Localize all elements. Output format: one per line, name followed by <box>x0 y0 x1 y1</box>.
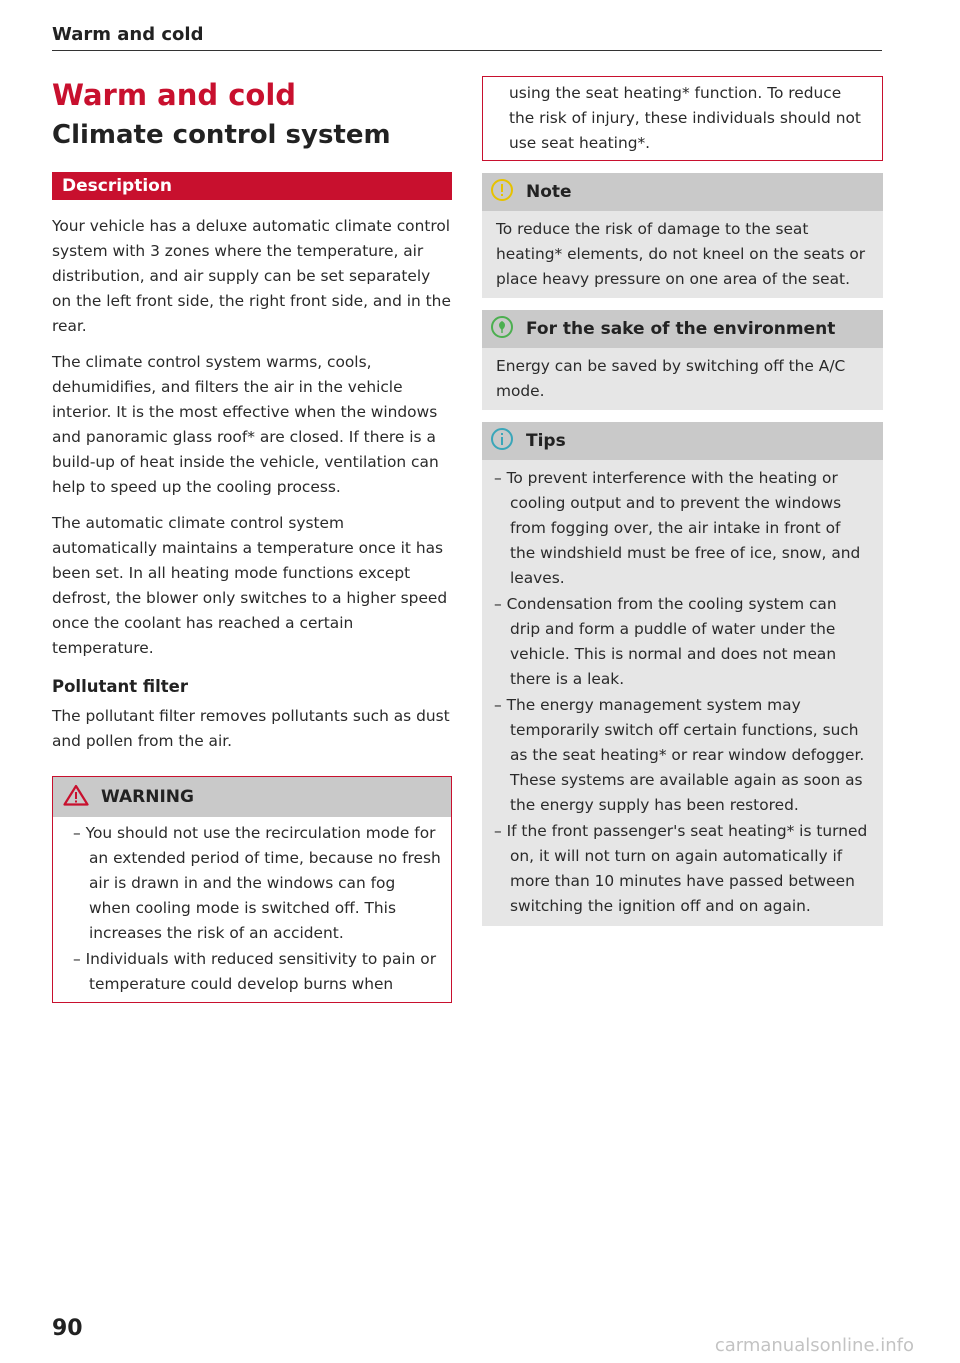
warning-header <box>53 777 451 817</box>
warning-triangle-icon <box>63 784 89 811</box>
tips-item: – To prevent interference with the heating or cooling output and to prevent the windows from fogging over, the air intake in front of the windshield must be free of ice, snow, and leaves. <box>494 469 861 587</box>
note-body <box>482 211 883 298</box>
paragraph-function: The climate control system warms, cools, dehumidifies, and filters the air in the vehicle interior. It is the most effective when the windows and panoramic glass roof* are closed. If there is a build-up of heat inside the vehicle, ventilation can help to speed up the cooling process. <box>52 353 439 496</box>
note-header <box>482 173 883 211</box>
page-number: 90 <box>52 1316 83 1341</box>
tips-item: – Condensation from the cooling system can drip and form a puddle of water under the vehicle. This is normal and does not mean there is a leak. <box>494 595 837 688</box>
right-column <box>482 76 883 926</box>
environment-leaf-icon <box>490 315 514 344</box>
exclamation-circle-icon <box>490 178 514 207</box>
left-column <box>52 72 452 1003</box>
note-box <box>482 173 883 298</box>
tips-label: Tips <box>526 431 566 451</box>
note-text: To reduce the risk of damage to the seat heating* elements, do not kneel on the seats or place heavy pressure on one area of the seat. <box>496 220 866 288</box>
environment-body <box>482 348 883 410</box>
warning-label: WARNING <box>101 787 194 807</box>
chapter-title: Warm and cold <box>52 78 297 112</box>
warning-body <box>53 817 451 1002</box>
tips-header <box>482 422 883 460</box>
tips-item: – If the front passenger's seat heating* is turned on, it will not turn on again automatically if more than 10 minutes have passed between switching the ignition off and on again. <box>494 822 868 915</box>
environment-label: For the sake of the environment <box>526 319 836 339</box>
watermark: carmanualsonline.info <box>714 1335 914 1356</box>
note-label: Note <box>526 182 572 202</box>
warning-continuation-text: using the seat heating* function. To reduce the risk of injury, these individuals should not use seat heating*. <box>509 84 861 152</box>
paragraph-automatic: The automatic climate control system automatically maintains a temperature once it has been set. In all heating mode functions except defrost, the blower only switches to a higher speed once the coolant has reached a certain temperature. <box>52 514 448 657</box>
pollutant-filter-text: The pollutant filter removes pollutants such as dust and pollen from the air. <box>52 707 450 750</box>
warning-continuation-box <box>482 76 883 161</box>
warning-box <box>52 776 452 1003</box>
info-icon <box>490 427 514 456</box>
tips-body <box>482 460 883 926</box>
environment-header <box>482 310 883 348</box>
pollutant-filter-heading: Pollutant filter <box>52 677 188 696</box>
running-head: Warm and cold <box>52 24 204 45</box>
warning-item: – You should not use the recirculation mode for an extended period of time, because no fresh air is drawn in and the windows can fog when cooling mode is switched off. This increases the risk of an accident. <box>73 824 441 942</box>
tips-box <box>482 422 883 926</box>
tips-item: – The energy management system may temporarily switch off certain functions, such as the seat heating* or rear window defogger. These systems are available again as soon as the energy supply has been restored. <box>494 696 865 814</box>
description-bar: Description <box>52 172 452 200</box>
paragraph-zones: Your vehicle has a deluxe automatic climate control system with 3 zones where the temperature, air distribution, and air supply can be set separately on the left front side, the right front side, and in the rear. <box>52 217 451 335</box>
environment-text: Energy can be saved by switching off the A/C mode. <box>496 357 846 400</box>
header-rule <box>52 50 882 51</box>
environment-box <box>482 310 883 410</box>
section-title: Climate control system <box>52 120 391 150</box>
warning-item: – Individuals with reduced sensitivity to pain or temperature could develop burns when <box>73 950 437 993</box>
